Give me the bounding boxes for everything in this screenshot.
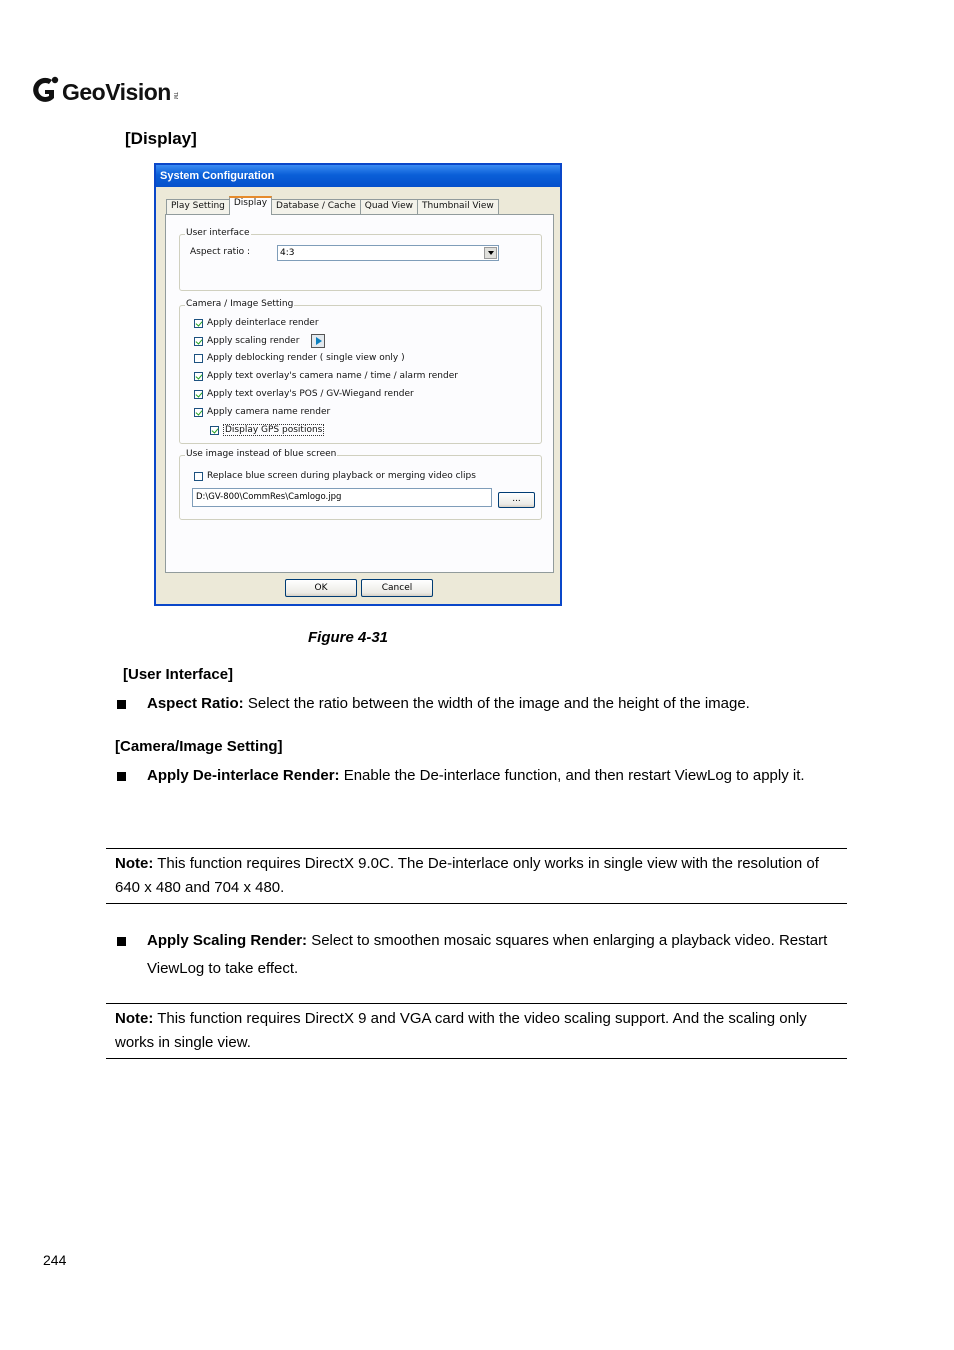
scaling-text: [147, 927, 847, 983]
tab-bar: [166, 197, 498, 215]
image-path-input[interactable]: D:\GV-800\CommRes\Camlogo.jpg: [192, 488, 492, 507]
deblocking-checkbox[interactable]: [194, 354, 203, 363]
note1-bold: Note:: [115, 855, 154, 872]
note1-text: This function requires DirectX 9.0C. The De-interlace only works in single view with the resolution of 640 x 480 and 704 x 480.: [115, 855, 819, 896]
user-interface-heading: [User Interface]: [123, 666, 234, 683]
blue-screen-group: [179, 449, 542, 520]
tab-database-cache[interactable]: Database / Cache: [271, 199, 361, 215]
scaling-option[interactable]: [194, 334, 325, 348]
aspect-ratio-value: 4:3: [280, 248, 295, 258]
bullet-square-icon: [117, 772, 126, 781]
camera-name-checkbox[interactable]: [194, 408, 203, 417]
section-title: [Display]: [125, 129, 197, 148]
camera-name-option[interactable]: [194, 407, 330, 417]
deinterlace-bold: Apply De-interlace Render:: [147, 767, 340, 784]
tab-play-setting[interactable]: Play Setting: [166, 199, 230, 215]
scaling-bold: Apply Scaling Render:: [147, 932, 308, 949]
tab-display[interactable]: Display: [229, 196, 272, 215]
deinterlace-text: [147, 762, 847, 790]
logo-text: GeoVision: [62, 78, 171, 105]
scaling-desc: Select to smoothen mosaic squares when enlarging a playback video. Restart ViewLog to take effect.: [147, 932, 828, 977]
deblocking-label: Apply deblocking render ( single view only ): [207, 353, 405, 363]
text-overlay-pos-label: Apply text overlay's POS / GV-Wiegand render: [207, 389, 414, 399]
note2-bold: Note:: [115, 1010, 154, 1027]
text-overlay-camera-checkbox[interactable]: [194, 372, 203, 381]
replace-blue-screen-option[interactable]: [194, 471, 476, 481]
user-interface-group: [179, 228, 542, 291]
bullet-square-icon: [117, 700, 126, 709]
aspect-ratio-label: Aspect ratio :: [190, 247, 251, 257]
camera-name-label: Apply camera name render: [207, 407, 331, 417]
geovision-logo: [30, 72, 178, 108]
tab-thumbnail-view[interactable]: Thumbnail View: [417, 199, 499, 215]
bullet-square-icon: [117, 937, 126, 946]
text-overlay-pos-option[interactable]: [194, 389, 414, 399]
blue-screen-group-label: Use image instead of blue screen: [186, 449, 337, 459]
geovision-logo-icon: [30, 74, 60, 106]
gps-positions-label: Display GPS positions: [225, 425, 323, 435]
system-configuration-dialog: [154, 163, 562, 606]
deblocking-option[interactable]: [194, 353, 405, 363]
aspect-ratio-desc: Select the ratio between the width of the image and the height of the image.: [243, 695, 750, 712]
dialog-title: System Configuration: [156, 165, 560, 187]
deinterlace-desc: Enable the De-interlace function, and then restart ViewLog to apply it.: [339, 767, 805, 784]
logo-tm: TM: [171, 92, 178, 100]
gps-positions-checkbox[interactable]: [210, 426, 219, 435]
page-number: 244: [43, 1252, 67, 1268]
text-overlay-camera-label: Apply text overlay's camera name / time / alarm render: [207, 371, 458, 381]
gps-positions-option[interactable]: [210, 424, 324, 436]
cancel-button[interactable]: Cancel: [361, 579, 433, 597]
text-overlay-camera-option[interactable]: [194, 371, 458, 381]
text-overlay-pos-checkbox[interactable]: [194, 390, 203, 399]
scaling-label: Apply scaling render: [207, 336, 300, 346]
camera-image-heading: [Camera/Image Setting]: [115, 738, 283, 755]
chevron-down-icon[interactable]: [484, 247, 497, 259]
user-interface-group-label: User interface: [186, 228, 250, 238]
replace-blue-screen-label: Replace blue screen during playback or merging video clips: [207, 471, 476, 481]
figure-caption: Figure 4-31: [308, 629, 389, 646]
scaling-settings-button[interactable]: [311, 334, 325, 348]
deinterlace-checkbox[interactable]: [194, 319, 203, 328]
note-scaling: [106, 1003, 847, 1059]
tab-quad-view[interactable]: Quad View: [360, 199, 418, 215]
scaling-checkbox[interactable]: [194, 337, 203, 346]
note-deinterlace: [106, 848, 847, 904]
aspect-ratio-select[interactable]: [277, 245, 499, 261]
aspect-ratio-bold: Aspect Ratio:: [147, 695, 244, 712]
camera-image-group: [179, 299, 542, 444]
display-tab-panel: [165, 214, 554, 573]
deinterlace-option[interactable]: [194, 318, 319, 328]
camera-image-group-label: Camera / Image Setting: [186, 299, 294, 309]
browse-button[interactable]: ...: [498, 492, 535, 508]
note2-text: This function requires DirectX 9 and VGA card with the video scaling support. And the scaling only works in single view.: [115, 1010, 807, 1051]
replace-blue-screen-checkbox[interactable]: [194, 472, 203, 481]
deinterlace-label: Apply deinterlace render: [207, 318, 319, 328]
aspect-ratio-text: [147, 690, 847, 718]
ok-button[interactable]: OK: [285, 579, 357, 597]
